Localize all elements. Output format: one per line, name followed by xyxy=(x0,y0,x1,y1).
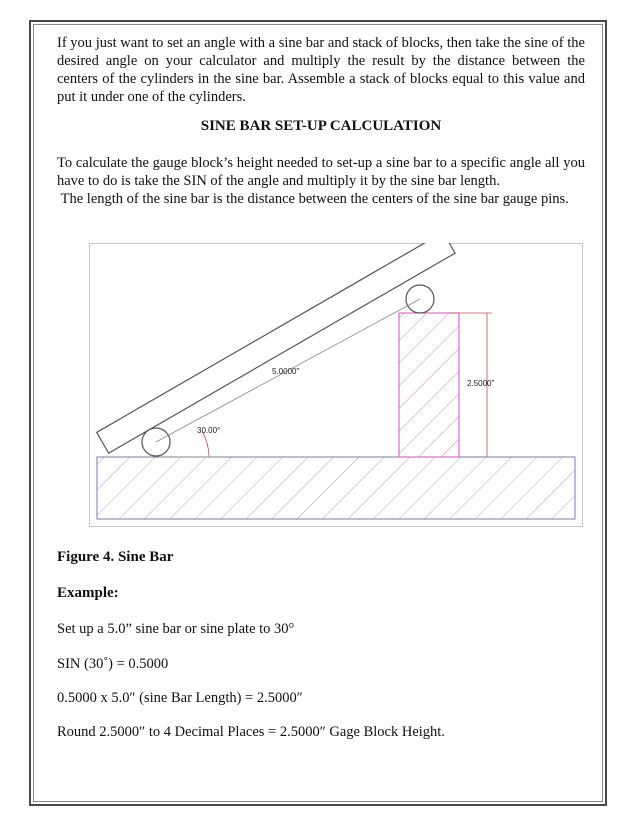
figure-caption: Figure 4. Sine Bar xyxy=(57,549,174,565)
gauge-block xyxy=(399,313,459,457)
calc-paragraph-2-text: The length of the sine bar is the distance between the centers of the sine bar gauge pins. xyxy=(60,191,569,207)
angle-label: 30.00° xyxy=(197,426,221,435)
intro-paragraph: If you just want to set an angle with a sine bar and stack of blocks, then take the sine of the desired angle on your calculator and multiply the result by the distance between the centers of the cylinders in the sine bar. Assemble a stack of blocks equal to this value and put it under one of the cylinders. xyxy=(57,35,585,105)
example-title: Example: xyxy=(57,585,119,601)
length-label: 5.0000" xyxy=(272,367,300,376)
sine-bar-diagram xyxy=(89,243,583,527)
surface-plate xyxy=(97,457,575,519)
example-line-4: Round 2.5000″ to 4 Decimal Places = 2.5000″ Gage Block Height. xyxy=(57,724,445,740)
section-heading: SINE BAR SET-UP CALCULATION xyxy=(200,118,442,134)
calc-paragraph-1: To calculate the gauge block’s height needed to set-up a sine bar to a specific angle all you have to do is take the SIN of the angle and multiply it by the sine bar length. xyxy=(57,155,585,189)
sine-bar-figure xyxy=(89,243,583,527)
example-line-1: Set up a 5.0” sine bar or sine plate to 30° xyxy=(57,621,295,637)
calc-paragraph-2 xyxy=(57,190,585,208)
height-label: 2.5000" xyxy=(467,379,495,388)
example-line-3: 0.5000 x 5.0″ (sine Bar Length) = 2.5000″ xyxy=(57,690,303,706)
example-line-2: SIN (30˚) = 0.5000 xyxy=(57,656,169,672)
calc-section xyxy=(57,154,585,208)
intro-section xyxy=(57,34,585,106)
